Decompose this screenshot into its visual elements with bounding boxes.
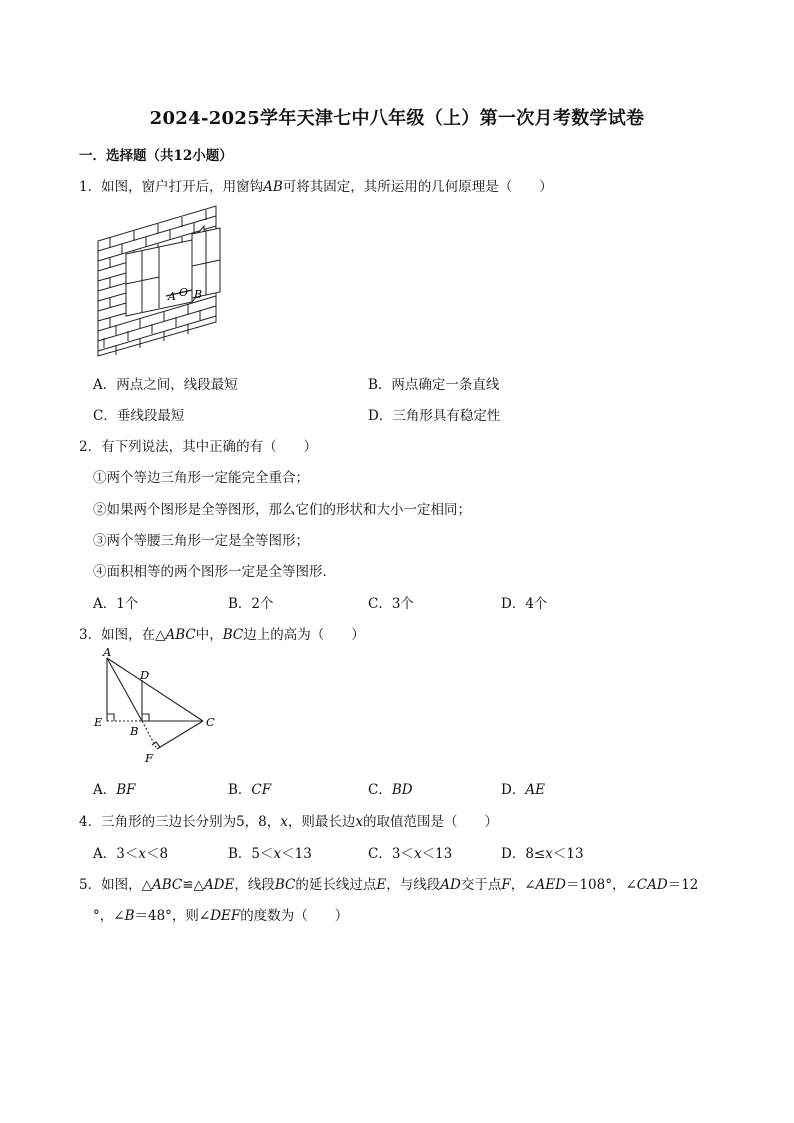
figure-label-c: C	[206, 715, 215, 729]
math-var: F	[501, 877, 511, 893]
text-run: ＝48°，则∠	[134, 908, 211, 924]
question-text: 如图，在△	[101, 627, 166, 643]
text-run: ，与线段	[386, 877, 441, 893]
question-3	[79, 623, 365, 643]
section-heading: 一．选择题（共12小题）	[79, 148, 233, 164]
option-text: ＜13	[421, 846, 453, 862]
math-var: AD	[440, 877, 461, 893]
figure-label-a: A	[103, 646, 112, 659]
question-number: 5．	[79, 877, 102, 893]
question-5	[79, 873, 698, 893]
option-a[interactable]	[93, 842, 168, 862]
option-text: 3个	[391, 596, 414, 612]
option-d[interactable]	[368, 404, 500, 424]
option-text: ＜13	[281, 846, 312, 862]
math-var: AED	[535, 877, 566, 893]
math-var: x	[545, 846, 553, 862]
triangle-figure	[90, 646, 220, 768]
option-text: BF	[116, 782, 136, 798]
option-text: ＜13	[552, 846, 584, 862]
option-c[interactable]	[368, 842, 452, 862]
option-d[interactable]	[501, 592, 547, 612]
question-number: 1．	[79, 179, 102, 195]
option-letter: C．	[368, 596, 392, 612]
option-c[interactable]	[368, 592, 414, 612]
option-letter: D．	[501, 846, 526, 862]
question-text: 边上的高为（ ）	[243, 627, 365, 643]
option-letter: C．	[368, 846, 392, 862]
text-run: 的度数为（ ）	[240, 908, 349, 924]
option-text: 三角形具有稳定性	[392, 408, 501, 424]
option-text: 两点之间，线段最短	[116, 377, 238, 393]
question-text	[101, 877, 698, 893]
option-letter: C．	[93, 408, 117, 424]
option-d[interactable]	[501, 778, 545, 798]
figure-label-o: O	[179, 286, 189, 299]
question-5-continued	[93, 904, 348, 924]
option-c[interactable]	[368, 778, 413, 798]
math-var: BC	[222, 627, 244, 643]
option-d[interactable]	[501, 842, 584, 862]
option-a[interactable]	[93, 592, 138, 612]
option-text: 8≤	[525, 846, 546, 862]
math-var: CAD	[636, 877, 668, 893]
page-title: 2024-2025学年天津七中八年级（上）第一次月考数学试卷	[149, 108, 645, 129]
option-b[interactable]	[228, 778, 271, 798]
option-a[interactable]	[93, 778, 136, 798]
figure-label-b: B	[130, 724, 139, 738]
option-text: 4个	[525, 596, 548, 612]
option-letter: B．	[228, 846, 252, 862]
math-var: E	[376, 877, 387, 893]
question-text: 有下列说法，其中正确的有（ ）	[101, 439, 318, 455]
option-text: ＜8	[145, 846, 169, 862]
option-letter: A．	[93, 377, 117, 393]
question-number: 3．	[79, 627, 102, 643]
option-text: 两点确定一条直线	[391, 377, 500, 393]
option-letter: A．	[93, 596, 117, 612]
question-number: 2．	[79, 439, 102, 455]
statement-1: ①两个等边三角形一定能完全重合；	[93, 470, 309, 486]
option-text: 5＜	[251, 846, 274, 862]
math-var: x	[273, 846, 282, 862]
math-var: x	[413, 846, 422, 862]
question-text: 三角形的三边长分别为5，8，	[101, 814, 281, 830]
text-run: 的延长线过点	[295, 877, 377, 893]
text-run: ＝12	[667, 877, 699, 893]
option-letter: B．	[368, 377, 392, 393]
option-letter: D．	[501, 782, 526, 798]
math-var: x	[280, 814, 288, 830]
question-4	[79, 810, 498, 830]
question-text: 可将其固定，其所运用的几何原理是（ ）	[282, 179, 553, 195]
statement-2: ②如果两个图形是全等图形，那么它们的形状和大小一定相同；	[93, 502, 471, 518]
text-run: ≌△	[182, 877, 204, 893]
math-var: x	[355, 814, 364, 830]
figure-label-b: B	[194, 288, 203, 301]
option-letter: C．	[368, 782, 392, 798]
figure-label-e: E	[94, 715, 103, 729]
option-b[interactable]	[368, 373, 499, 393]
option-a[interactable]	[93, 373, 238, 393]
option-text: 2个	[251, 596, 274, 612]
option-text: 3＜	[391, 846, 414, 862]
question-number: 4．	[79, 814, 102, 830]
option-text: 3＜	[116, 846, 139, 862]
option-c[interactable]	[93, 404, 184, 424]
math-var: DEF	[210, 908, 241, 924]
figure-label-a: A	[168, 290, 176, 303]
math-var: x	[138, 846, 146, 862]
option-letter: B．	[228, 596, 252, 612]
text-run: 交于点	[460, 877, 502, 893]
question-text: 如图，窗户打开后，用窗钩	[101, 179, 264, 195]
question-text: ，则最长边	[287, 814, 356, 830]
question-text: 中，	[195, 627, 223, 643]
figure-label-d: D	[140, 668, 150, 682]
math-var: B	[124, 908, 135, 924]
statement-4: ④面积相等的两个图形一定是全等图形．	[93, 564, 336, 580]
question-text	[93, 908, 348, 924]
text-run: ＝108°，∠	[565, 877, 637, 893]
window-figure	[96, 204, 222, 359]
question-1	[79, 175, 553, 195]
option-text: AE	[525, 782, 545, 798]
text-run: 如图，△	[101, 877, 152, 893]
option-letter: B．	[228, 782, 252, 798]
math-var: ABC	[151, 877, 183, 893]
text-run: ，线段	[234, 877, 275, 893]
option-text: BD	[391, 782, 413, 798]
option-b[interactable]	[228, 592, 274, 612]
option-letter: A．	[93, 846, 117, 862]
question-text: 的取值范围是（ ）	[363, 814, 499, 830]
math-var: ADE	[203, 877, 235, 893]
option-text: 垂线段最短	[116, 408, 185, 424]
option-letter: A．	[93, 782, 117, 798]
option-letter: D．	[368, 408, 393, 424]
option-b[interactable]	[228, 842, 312, 862]
question-2	[79, 435, 317, 455]
option-letter: D．	[501, 596, 526, 612]
text-run: ，∠	[510, 877, 536, 893]
text-run: °，∠	[93, 908, 125, 924]
math-var: ABC	[165, 627, 196, 643]
option-text: 1个	[116, 596, 139, 612]
option-text: CF	[251, 782, 272, 798]
statement-3: ③两个等腰三角形一定是全等图形；	[93, 533, 309, 549]
math-var: AB	[263, 179, 283, 195]
figure-label-f: F	[145, 751, 153, 765]
math-var: BC	[274, 877, 296, 893]
